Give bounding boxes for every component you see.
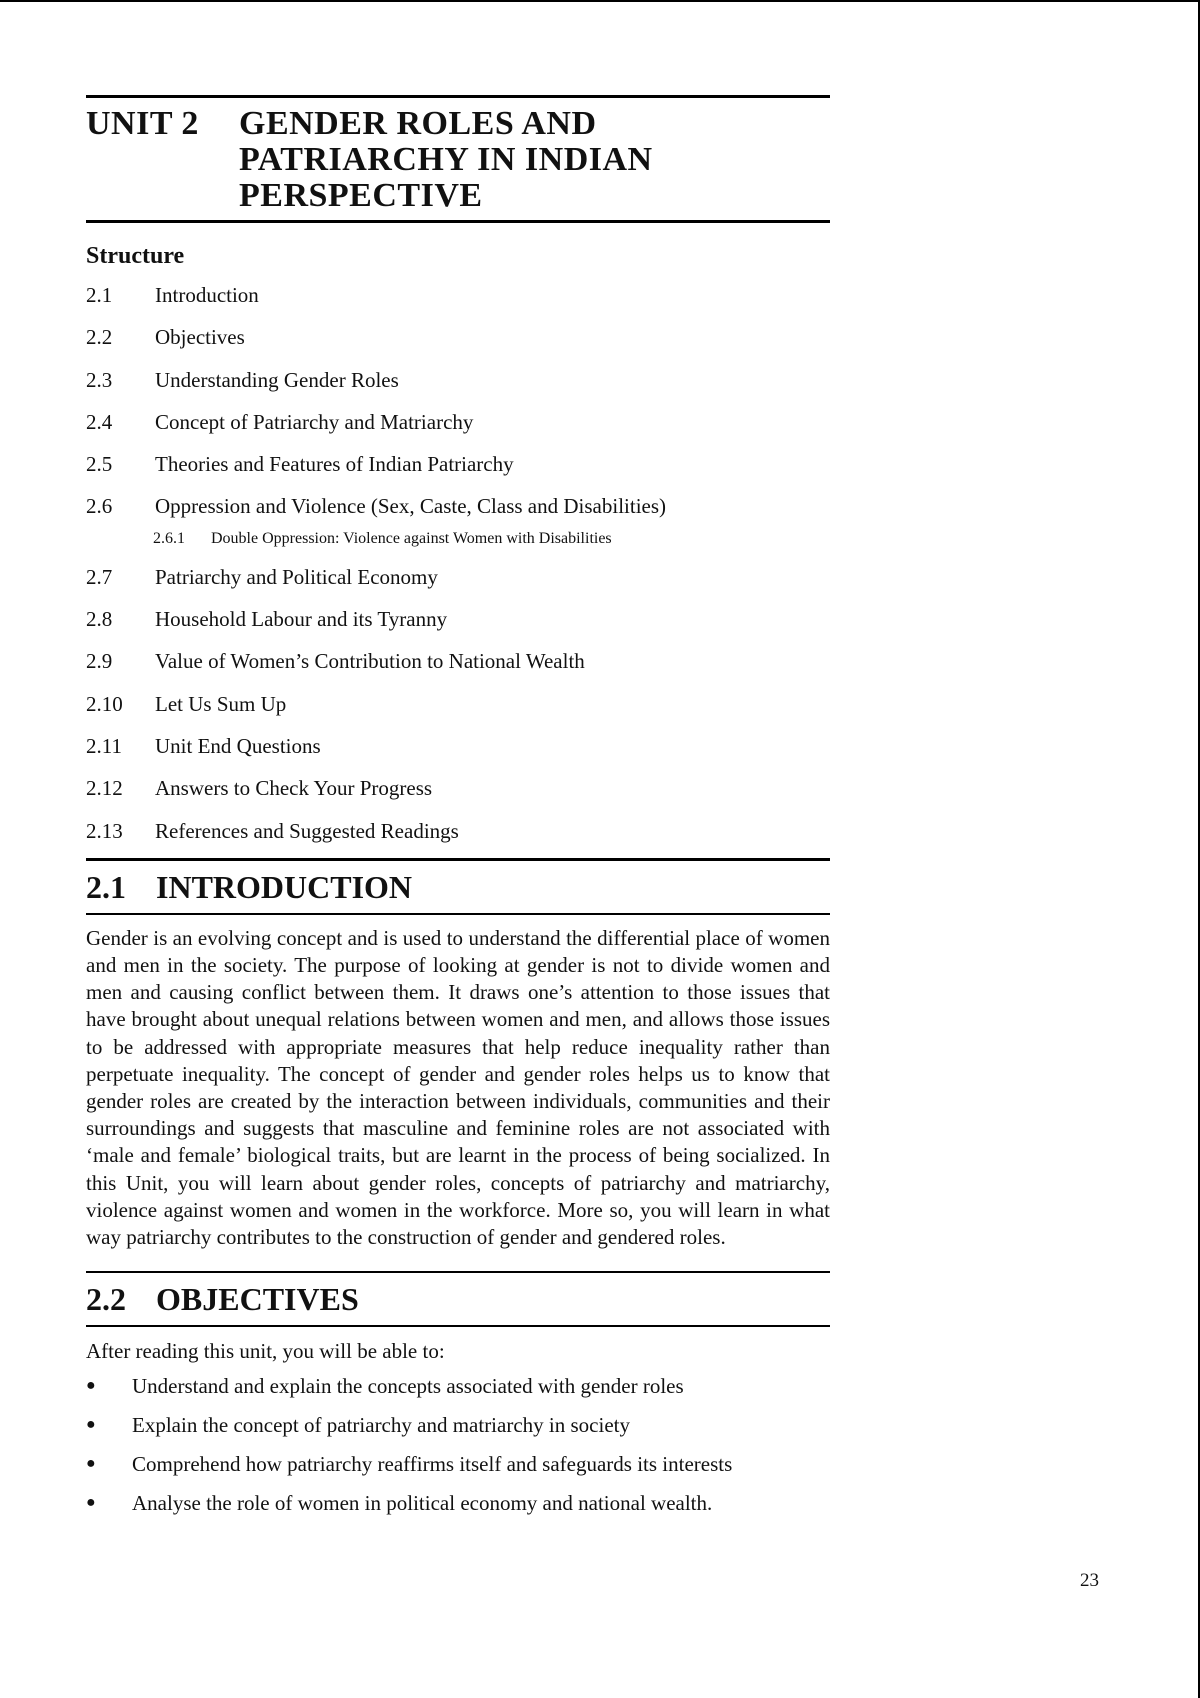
section-rule bbox=[86, 913, 830, 915]
structure-item-text: Theories and Features of Indian Patriarchy bbox=[155, 452, 514, 477]
objective-item bbox=[86, 1410, 830, 1449]
unit-title-line: PATRIARCHY IN INDIAN bbox=[239, 141, 653, 178]
structure-heading: Structure bbox=[86, 243, 185, 269]
structure-item bbox=[86, 689, 830, 731]
structure-item-number: 2.6 bbox=[86, 494, 113, 519]
structure-item-text: Oppression and Violence (Sex, Caste, Class and Disabilities) bbox=[155, 494, 667, 519]
objective-text: Explain the concept of patriarchy and matriarchy in society bbox=[132, 1413, 630, 1438]
structure-item bbox=[86, 562, 830, 604]
section-title: INTRODUCTION bbox=[156, 868, 413, 905]
bullet-icon: ● bbox=[86, 1493, 96, 1511]
structure-item-text: Understanding Gender Roles bbox=[155, 367, 399, 392]
objective-text: Understand and explain the concepts associated with gender roles bbox=[132, 1374, 684, 1399]
structure-item-number: 2.12 bbox=[86, 776, 123, 801]
structure-item-text: Concept of Patriarchy and Matriarchy bbox=[155, 409, 474, 434]
bullet-icon: ● bbox=[86, 1416, 96, 1434]
structure-subitem-text: Double Oppression: Violence against Women with Disabilities bbox=[211, 529, 612, 547]
structure-subitem bbox=[86, 526, 830, 562]
structure-item-number: 2.13 bbox=[86, 818, 123, 843]
unit-label: UNIT 2 bbox=[86, 105, 199, 142]
structure-item bbox=[86, 646, 830, 688]
objective-item bbox=[86, 1371, 830, 1410]
structure-item bbox=[86, 365, 830, 407]
structure-item-text: Let Us Sum Up bbox=[155, 691, 287, 716]
structure-item bbox=[86, 731, 830, 773]
section-number: 2.1 bbox=[86, 868, 126, 905]
structure-item bbox=[86, 322, 830, 364]
structure-item-number: 2.7 bbox=[86, 564, 113, 589]
objectives-lead: After reading this unit, you will be able to: bbox=[86, 1339, 445, 1364]
structure-item-number: 2.1 bbox=[86, 283, 113, 307]
structure-item-number: 2.11 bbox=[86, 733, 122, 758]
document-page bbox=[86, 95, 830, 1526]
page-number: 23 bbox=[1080, 1570, 1099, 1591]
structure-item-text: Unit End Questions bbox=[155, 733, 321, 758]
structure-item-number: 2.3 bbox=[86, 367, 113, 392]
structure-list bbox=[86, 280, 830, 858]
structure-item bbox=[86, 816, 830, 858]
structure-item-text: Objectives bbox=[155, 325, 245, 350]
section-rule bbox=[86, 1325, 830, 1327]
objective-text: Analyse the role of women in political economy and national wealth. bbox=[132, 1490, 713, 1515]
section-title: OBJECTIVES bbox=[156, 1281, 359, 1318]
structure-item bbox=[86, 280, 830, 322]
structure-item-text: Patriarchy and Political Economy bbox=[155, 564, 438, 589]
objective-item bbox=[86, 1488, 830, 1527]
structure-item-number: 2.8 bbox=[86, 607, 113, 632]
structure-item-number: 2.10 bbox=[86, 691, 123, 716]
unit-header bbox=[86, 98, 830, 220]
structure-item-text: Household Labour and its Tyranny bbox=[155, 607, 448, 632]
objective-item bbox=[86, 1449, 830, 1488]
structure-subitem-number: 2.6.1 bbox=[153, 529, 185, 547]
structure-item-number: 2.5 bbox=[86, 452, 113, 477]
unit-title-line: GENDER ROLES AND bbox=[239, 105, 597, 142]
structure-item-text: References and Suggested Readings bbox=[155, 818, 459, 843]
structure-item-text: Value of Women’s Contribution to National Wealth bbox=[155, 649, 585, 674]
structure-item-number: 2.9 bbox=[86, 649, 113, 674]
structure-item-number: 2.2 bbox=[86, 325, 113, 350]
unit-title-line: PERSPECTIVE bbox=[239, 177, 483, 214]
bullet-icon: ● bbox=[86, 1454, 96, 1472]
objectives-list bbox=[86, 1371, 830, 1526]
section-number: 2.2 bbox=[86, 1281, 126, 1318]
objective-text: Comprehend how patriarchy reaffirms itself and safeguards its interests bbox=[132, 1451, 733, 1476]
bullet-icon: ● bbox=[86, 1377, 96, 1395]
introduction-paragraph: Gender is an evolving concept and is used to understand the differential place of women and men in the society. The purpose of looking at gender is not to divide women and men and causing conflict between them. It draws one’s attention to those issues that have brought about unequal relations between women and men, and allows those issues to be addressed with appropriate measures that help reduce inequality rather than perpetuate inequality. The concept of gender and gender roles helps us to know that gender roles are created by the interaction between individuals, communities and their surroundings and suggests that masculine and feminine roles are not associated with ‘male and female’ biological traits, but are learnt in the process of being socialized. In this Unit, you will learn about gender roles, concepts of patriarchy and matriarchy, violence against women and women in the workforce. More so, you will learn in what way patriarchy contributes to the construction of gender and gendered roles. bbox=[86, 925, 830, 1250]
structure-item bbox=[86, 449, 830, 491]
section-heading-introduction bbox=[86, 861, 830, 913]
section-heading-objectives bbox=[86, 1273, 830, 1325]
structure-item-text: Introduction bbox=[155, 283, 259, 307]
structure-item bbox=[86, 407, 830, 449]
title-bottom-rule bbox=[86, 220, 830, 223]
structure-item bbox=[86, 604, 830, 646]
structure-item-number: 2.4 bbox=[86, 409, 113, 434]
unit-title bbox=[239, 106, 653, 214]
structure-item-text: Answers to Check Your Progress bbox=[155, 776, 433, 801]
structure-item bbox=[86, 773, 830, 815]
